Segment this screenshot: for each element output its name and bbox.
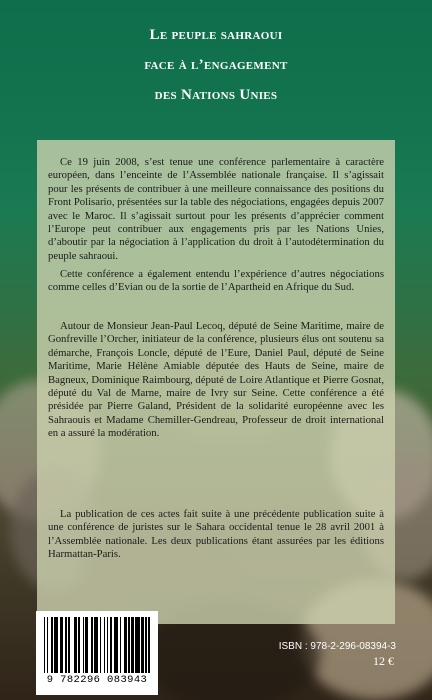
price: 12 € [373,654,394,668]
barcode-stripe [148,617,149,673]
book-title-line-3: des Nations Unies [154,87,278,103]
book-title-line-1: Le peuple sahraoui [149,27,283,43]
paragraph-negotiations: Cette conférence a également entendu l’expérience d’autres négociations comme celles d’Evian ou de la sortie de l’Apartheid en Afrique du Sud. [48,268,384,294]
book-title-line-2: face à l’engagement [144,57,288,73]
barcode [36,611,158,695]
barcode-number: 9 782296 083943 [46,674,148,686]
paragraph-participants: Autour de Monsieur Jean-Paul Lecoq, député de Seine Maritime, maire de Gonfreville l’Orcher, initiateur de la conférence, plusieurs élus ont soutenu sa démarche, François Loncle, député de l’Eure, Daniel Paul, député de Seine Maritime, Marie Hélène Amiable députée des Hauts de Seine, maire de Bagneux, Dominique Raimbourg, député de Loire Atlantique et Pierre Gosnat, député du Val de Marne, maire de Ivry sur Seine. Cette conférence a été présidée par Pierre Galand, Président de la solidarité européenne avec les Sahraouis et Madame Chemiller-Gendreau, Professeur de droit international en a assuré la modération. [48,320,384,440]
barcode-bars [44,617,150,673]
paragraph-publication: La publication de ces actes fait suite à une précédente publication suite à une conférence de juristes sur le Sahara occidental tenue le 28 avril 2001 à l’Assemblée nationale. Les deux publications étant assurées par les éditions Harmattan-Paris. [48,508,384,561]
isbn: ISBN : 978-2-296-08394-3 [278,641,396,652]
paragraph-intro: Ce 19 juin 2008, s’est tenue une conférence parlementaire à caractère européen, dans l’enceinte de l’Assemblée nationale française. Il s’agissait pour les présents de contribuer à une meilleure connaissance des positions du Front Polisario, présentées sur la table des négociations, engagées depuis 2007 avec le Maroc. Il s’agissait surtout pour les présents d’apprécier comment l’Europe peut contribuer aux engagements pris par les Nations Unies, d’aboutir par la négociation à l’application du droit à l’autodétermination du peuple sahraoui. [48,156,384,262]
